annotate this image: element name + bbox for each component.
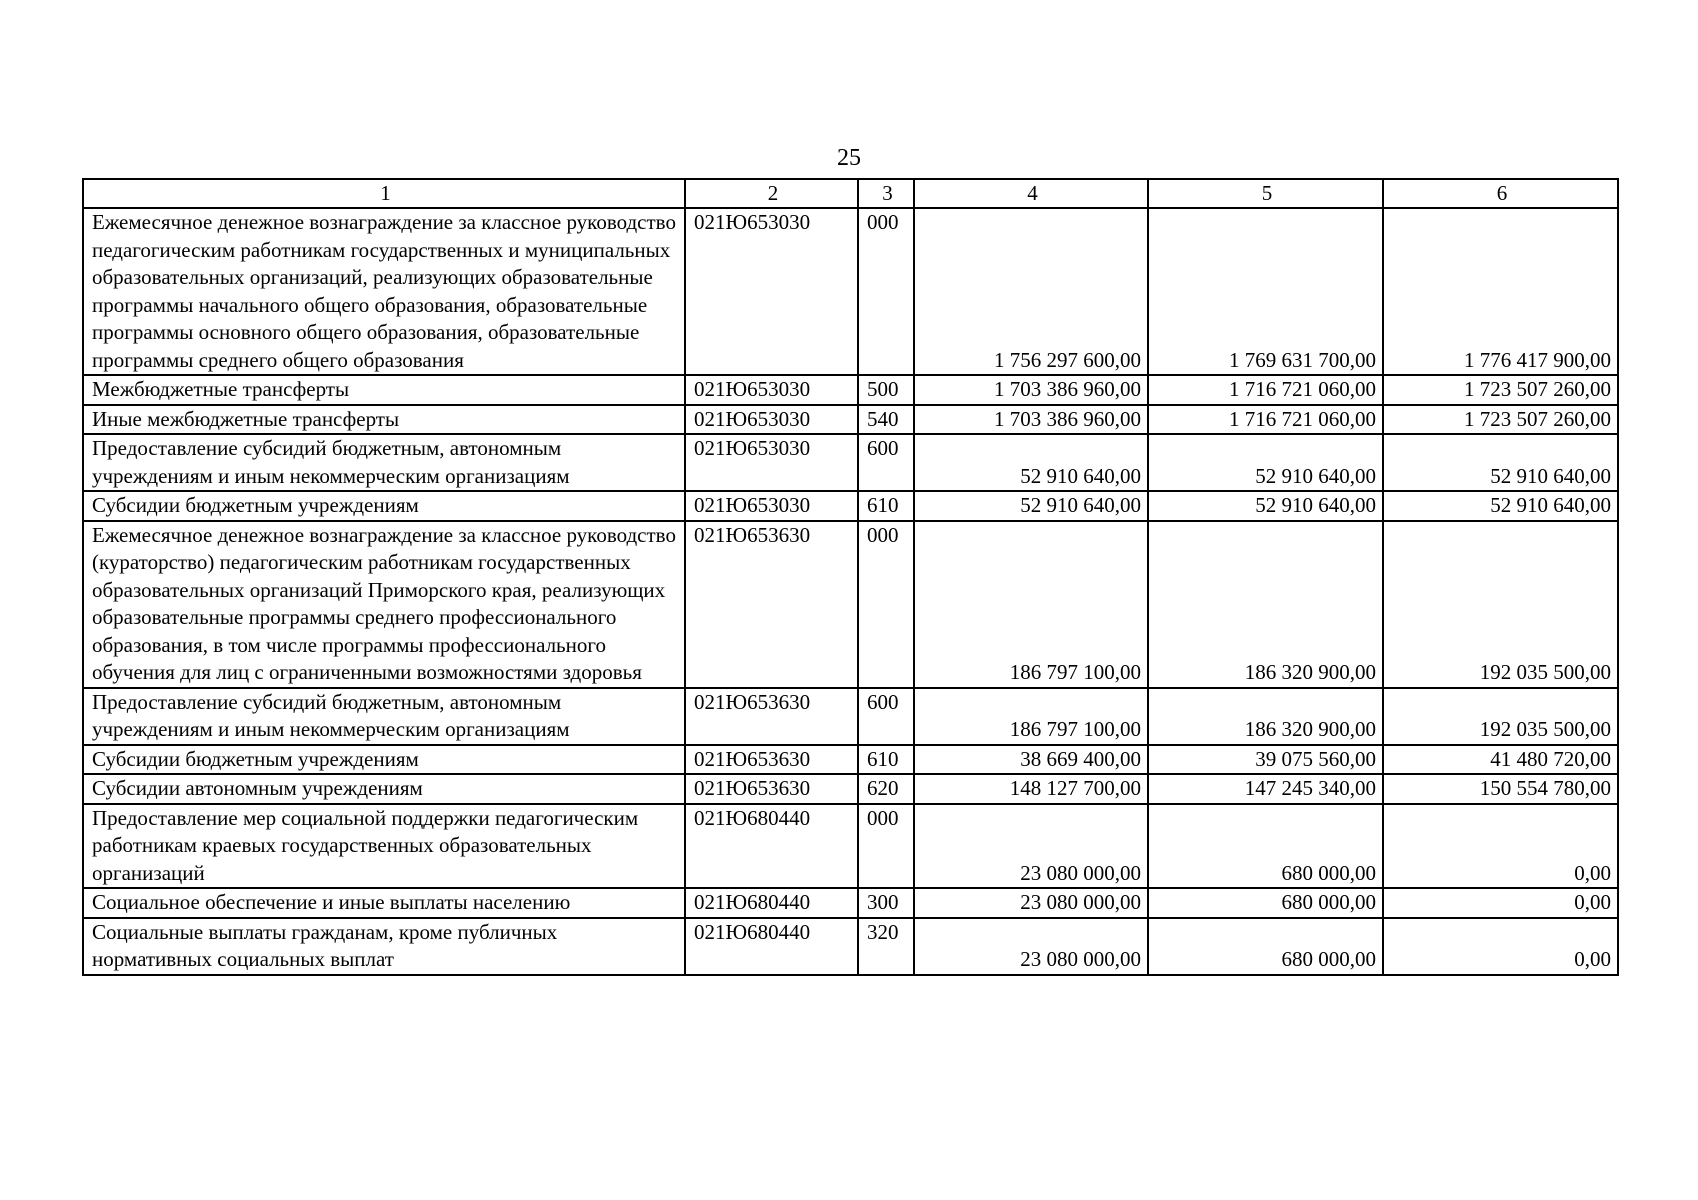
row-value-5: 147 245 340,00 [1148, 774, 1383, 804]
row-value-5: 39 075 560,00 [1148, 745, 1383, 775]
row-value-4: 38 669 400,00 [914, 745, 1148, 775]
row-type: 300 [858, 888, 914, 918]
row-value-6: 0,00 [1383, 888, 1618, 918]
column-header-3: 3 [858, 179, 914, 208]
row-type: 540 [858, 405, 914, 435]
row-value-5: 680 000,00 [1148, 918, 1383, 975]
row-value-5: 52 910 640,00 [1148, 491, 1383, 521]
row-value-5: 186 320 900,00 [1148, 521, 1383, 688]
row-value-4: 1 756 297 600,00 [914, 208, 1148, 375]
row-value-5: 1 716 721 060,00 [1148, 375, 1383, 405]
row-value-6: 0,00 [1383, 804, 1618, 889]
row-name: Субсидии бюджетным учреждениям [83, 745, 685, 775]
row-code: 021Ю653630 [685, 688, 858, 745]
row-name: Иные межбюджетные трансферты [83, 405, 685, 435]
table-row [83, 918, 1618, 975]
row-value-5: 680 000,00 [1148, 804, 1383, 889]
row-code: 021Ю653030 [685, 375, 858, 405]
row-name: Предоставление субсидий бюджетным, автономным учреждениям и иным некоммерческим организациям [83, 434, 685, 491]
row-code: 021Ю653630 [685, 774, 858, 804]
row-type: 320 [858, 918, 914, 975]
row-value-5: 186 320 900,00 [1148, 688, 1383, 745]
row-value-4: 52 910 640,00 [914, 491, 1148, 521]
row-value-6: 192 035 500,00 [1383, 521, 1618, 688]
table-row [83, 491, 1618, 521]
row-value-6: 52 910 640,00 [1383, 434, 1618, 491]
row-value-6: 0,00 [1383, 918, 1618, 975]
row-value-4: 23 080 000,00 [914, 918, 1148, 975]
row-name: Ежемесячное денежное вознаграждение за классное руководство (кураторство) педагогическим работникам государственных образовательных организаций Приморского края, реализующих образовательные программы среднего профессионального образования, в том числе программы профессионального обучения для лиц с ограниченными возможностями здоровья [83, 521, 685, 688]
row-name: Социальные выплаты гражданам, кроме публичных нормативных социальных выплат [83, 918, 685, 975]
row-value-4: 1 703 386 960,00 [914, 375, 1148, 405]
row-value-4: 23 080 000,00 [914, 888, 1148, 918]
row-value-5: 52 910 640,00 [1148, 434, 1383, 491]
row-value-6: 192 035 500,00 [1383, 688, 1618, 745]
budget-table [82, 178, 1619, 976]
table-header-row [83, 179, 1618, 208]
row-type: 620 [858, 774, 914, 804]
row-code: 021Ю653030 [685, 208, 858, 375]
column-header-4: 4 [914, 179, 1148, 208]
row-code: 021Ю653030 [685, 434, 858, 491]
row-value-4: 148 127 700,00 [914, 774, 1148, 804]
row-name: Субсидии автономным учреждениям [83, 774, 685, 804]
row-value-4: 186 797 100,00 [914, 521, 1148, 688]
column-header-6: 6 [1383, 179, 1618, 208]
row-value-5: 1 769 631 700,00 [1148, 208, 1383, 375]
table-row [83, 521, 1618, 688]
row-code: 021Ю653030 [685, 405, 858, 435]
table-row [83, 208, 1618, 375]
row-name: Социальное обеспечение и иные выплаты населению [83, 888, 685, 918]
row-value-5: 1 716 721 060,00 [1148, 405, 1383, 435]
row-code: 021Ю653030 [685, 491, 858, 521]
row-value-4: 186 797 100,00 [914, 688, 1148, 745]
row-value-6: 41 480 720,00 [1383, 745, 1618, 775]
table-row [83, 405, 1618, 435]
row-type: 500 [858, 375, 914, 405]
row-value-4: 52 910 640,00 [914, 434, 1148, 491]
row-type: 000 [858, 521, 914, 688]
table-row [83, 774, 1618, 804]
row-value-6: 1 723 507 260,00 [1383, 405, 1618, 435]
row-value-4: 1 703 386 960,00 [914, 405, 1148, 435]
row-value-5: 680 000,00 [1148, 888, 1383, 918]
column-header-2: 2 [685, 179, 858, 208]
table-row [83, 804, 1618, 889]
table-row [83, 434, 1618, 491]
row-code: 021Ю653630 [685, 745, 858, 775]
row-name: Ежемесячное денежное вознаграждение за классное руководство педагогическим работникам государственных и муниципальных образовательных организаций, реализующих образовательные программы начального общего образования, образовательные программы основного общего образования, образовательные программы среднего общего образования [83, 208, 685, 375]
row-code: 021Ю653630 [685, 521, 858, 688]
table-row [83, 888, 1618, 918]
row-code: 021Ю680440 [685, 804, 858, 889]
row-value-6: 1 723 507 260,00 [1383, 375, 1618, 405]
column-header-1: 1 [83, 179, 685, 208]
row-type: 000 [858, 208, 914, 375]
row-name: Межбюджетные трансферты [83, 375, 685, 405]
row-code: 021Ю680440 [685, 888, 858, 918]
row-value-4: 23 080 000,00 [914, 804, 1148, 889]
row-value-6: 52 910 640,00 [1383, 491, 1618, 521]
row-type: 610 [858, 745, 914, 775]
table-row [83, 745, 1618, 775]
row-value-6: 1 776 417 900,00 [1383, 208, 1618, 375]
table-row [83, 688, 1618, 745]
row-type: 600 [858, 434, 914, 491]
row-code: 021Ю680440 [685, 918, 858, 975]
page-number: 25 [837, 145, 861, 171]
row-name: Субсидии бюджетным учреждениям [83, 491, 685, 521]
row-type: 600 [858, 688, 914, 745]
row-name: Предоставление субсидий бюджетным, автономным учреждениям и иным некоммерческим организациям [83, 688, 685, 745]
row-type: 610 [858, 491, 914, 521]
row-value-6: 150 554 780,00 [1383, 774, 1618, 804]
row-name: Предоставление мер социальной поддержки педагогическим работникам краевых государственных образовательных организаций [83, 804, 685, 889]
row-type: 000 [858, 804, 914, 889]
column-header-5: 5 [1148, 179, 1383, 208]
table-row [83, 375, 1618, 405]
